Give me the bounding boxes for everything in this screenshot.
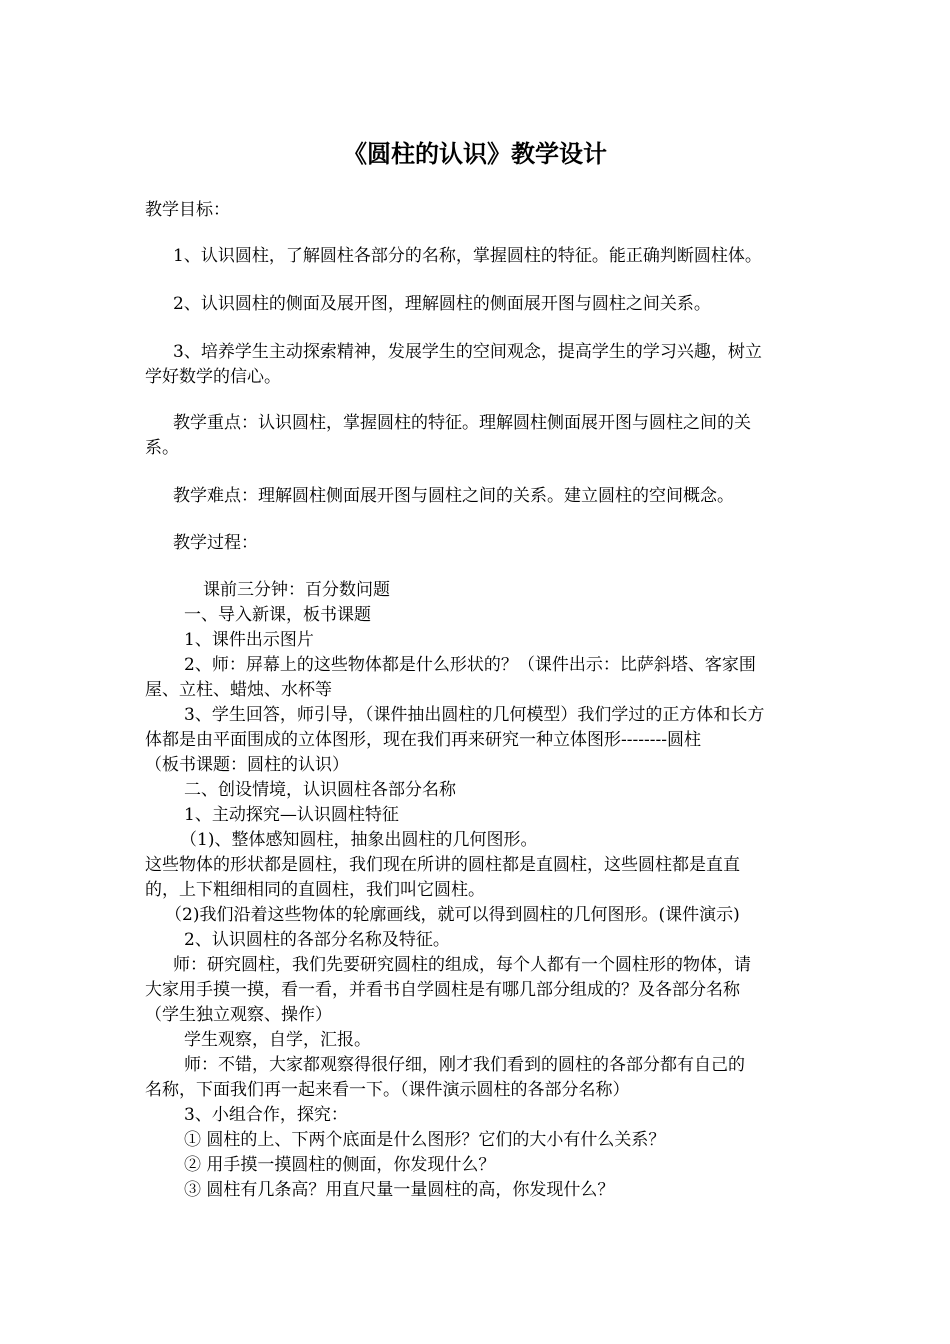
text-line: 教学过程：	[173, 533, 258, 553]
text-line: 大家用手摸一摸，看一看，并看书自学圆柱是有哪几部分组成的？及各部分名称	[145, 980, 740, 1000]
text-line: （1)、整体感知圆柱，抽象出圆柱的几何图形。	[180, 830, 538, 850]
text-line: 2、认识圆柱的侧面及展开图，理解圆柱的侧面展开图与圆柱之间关系。	[173, 294, 711, 314]
text-line: 屋、立柱、蜡烛、水杯等	[145, 680, 332, 700]
text-line: （学生独立观察、操作）	[145, 1005, 332, 1025]
text-line: 2、认识圆柱的各部分名称及特征。	[184, 930, 450, 950]
text-line: 2、师：屏幕上的这些物体都是什么形状的？（课件出示：比萨斜塔、客家围	[184, 655, 756, 675]
text-line: 系。	[145, 438, 179, 458]
text-line: 3、学生回答，师引导，（课件抽出圆柱的几何模型）我们学过的正方体和长方	[184, 705, 765, 725]
text-line: 3、培养学生主动探索精神，发展学生的空间观念，提高学生的学习兴趣，树立	[173, 342, 762, 362]
text-line: ① 圆柱的上、下两个底面是什么图形？它们的大小有什么关系？	[184, 1130, 666, 1150]
text-line: 学生观察，自学，汇报。	[184, 1030, 371, 1050]
document-title: 《圆柱的认识》教学设计	[343, 139, 607, 168]
text-line: 体都是由平面围成的立体图形，现在我们再来研究一种立体图形--------圆柱	[145, 730, 701, 750]
text-line: 教学目标：	[145, 200, 230, 220]
text-line: 师：研究圆柱，我们先要研究圆柱的组成，每个人都有一个圆柱形的物体，请	[173, 955, 751, 975]
text-line: 教学难点：理解圆柱侧面展开图与圆柱之间的关系。建立圆柱的空间概念。	[173, 486, 734, 506]
text-line: 名称，下面我们再一起来看一下。（课件演示圆柱的各部分名称）	[145, 1080, 630, 1100]
text-line: ③ 圆柱有几条高？用直尺量一量圆柱的高，你发现什么？	[184, 1180, 615, 1200]
text-line: （板书课题：圆柱的认识）	[145, 755, 349, 775]
text-line: 一、导入新课，板书课题	[184, 605, 371, 625]
text-line: 课前三分钟：百分数问题	[203, 580, 390, 600]
text-line: 这些物体的形状都是圆柱，我们现在所讲的圆柱都是直圆柱，这些圆柱都是直直	[145, 855, 740, 875]
text-line: （2)我们沿着这些物体的轮廓画线，就可以得到圆柱的几何图形。(课件演示)	[165, 905, 740, 925]
text-line: 二、创设情境，认识圆柱各部分名称	[184, 780, 456, 800]
text-line: 3、小组合作，探究：	[184, 1105, 348, 1125]
text-line: 学好数学的信心。	[145, 367, 281, 387]
text-line: 教学重点：认识圆柱，掌握圆柱的特征。理解圆柱侧面展开图与圆柱之间的关	[173, 413, 751, 433]
text-line: 的，上下粗细相同的直圆柱，我们叫它圆柱。	[145, 880, 485, 900]
text-line: 师：不错，大家都观察得很仔细，刚才我们看到的圆柱的各部分都有自己的	[184, 1055, 745, 1075]
text-line: 1、课件出示图片	[184, 630, 314, 650]
text-line: ② 用手摸一摸圆柱的侧面，你发现什么？	[184, 1155, 496, 1175]
text-line: 1、主动探究—认识圆柱特征	[184, 805, 399, 825]
text-line: 1、认识圆柱，了解圆柱各部分的名称，掌握圆柱的特征。能正确判断圆柱体。	[173, 246, 762, 266]
